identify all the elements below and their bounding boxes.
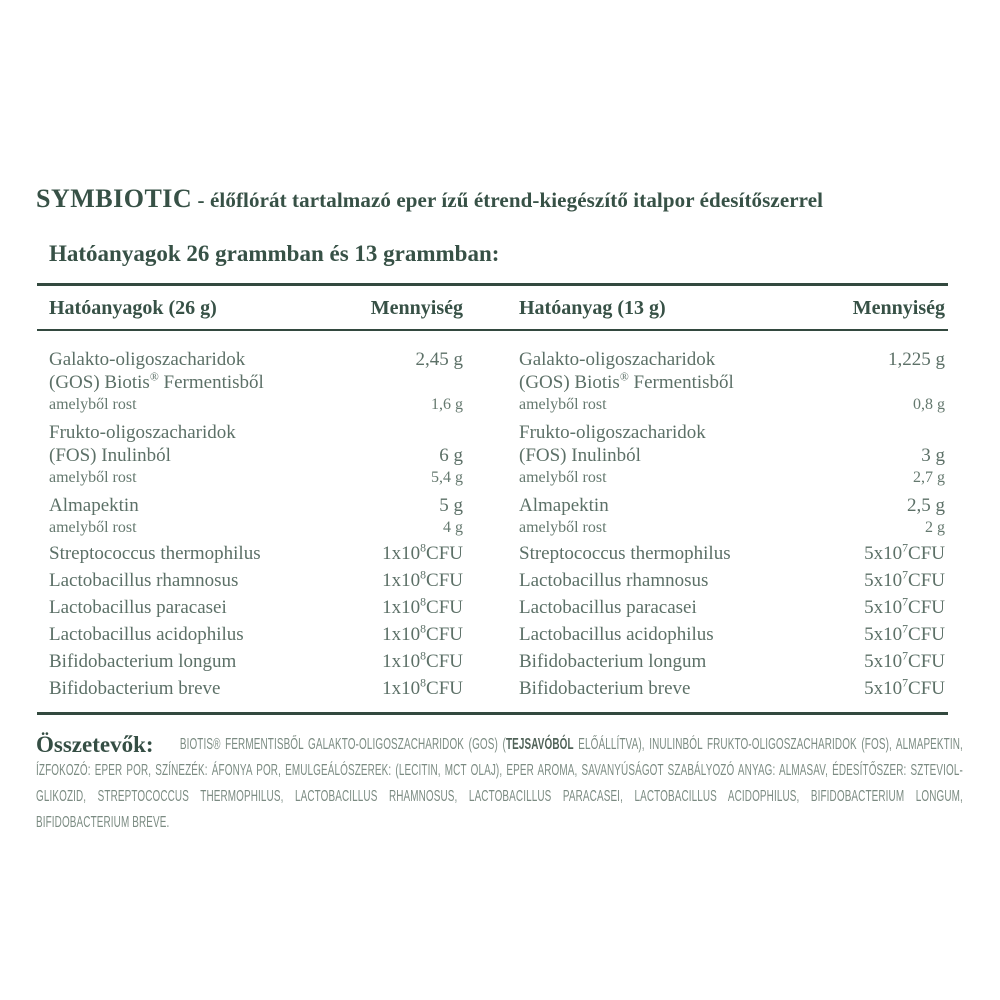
table-row	[37, 650, 948, 673]
table-body	[37, 331, 948, 712]
header-ingredient-13g: Hatóanyag (13 g)	[519, 297, 666, 319]
amount-26g-sup: 8	[420, 622, 427, 636]
amount-26g	[353, 494, 463, 517]
amount-13g-sup: 7	[902, 541, 909, 555]
brand-name: SYMBIOTIC	[36, 184, 193, 213]
amount-26g-unit: CFU	[426, 543, 463, 564]
amount-13g-unit: CFU	[908, 570, 945, 591]
ingredient-name-13g	[515, 542, 831, 565]
amount-13g	[831, 467, 948, 488]
ingredient-name-26g-text2: Fermentisből	[158, 372, 264, 393]
amount-13g-unit: CFU	[908, 597, 945, 618]
ingredient-name-13g	[515, 421, 831, 444]
amount-26g	[353, 348, 463, 371]
ingredient-name-13g-text: Bifidobacterium longum	[519, 651, 707, 672]
ingredients-text-part1: BIOTIS® FERMENTISBŐL GALAKTO-OLIGOSZACHARIDOK (GOS) (	[179, 736, 506, 753]
ingredient-name-13g	[515, 650, 831, 673]
ingredient-name-13g	[515, 348, 831, 371]
amount-13g-text: 2,5 g	[907, 495, 945, 516]
table-row	[37, 494, 948, 517]
ingredient-name-13g-text: Frukto-oligoszacharidok	[519, 422, 706, 443]
table-row	[37, 569, 948, 592]
ingredients-text	[36, 732, 963, 836]
ingredient-name-13g-text: Bifidobacterium breve	[519, 678, 691, 699]
ingredient-name-26g-text: Bifidobacterium breve	[49, 678, 221, 699]
ingredient-name-26g	[37, 596, 353, 619]
ingredient-name-26g	[37, 517, 353, 538]
ingredient-name-13g	[515, 596, 831, 619]
ingredient-name-13g	[515, 623, 831, 646]
amount-13g-text: 1,225 g	[888, 349, 945, 370]
amount-26g	[353, 467, 463, 488]
amount-13g-unit: CFU	[908, 543, 945, 564]
ingredients-label: Összetevők:	[36, 732, 154, 757]
amount-13g	[831, 542, 948, 565]
ingredient-name-26g-text: Lactobacillus rhamnosus	[49, 570, 239, 591]
table-row	[37, 371, 948, 394]
ingredient-name-26g-text: Galakto-oligoszacharidok	[49, 349, 246, 370]
ingredient-name-26g-sup: ®	[149, 370, 159, 384]
ingredient-name-13g-text: Almapektin	[519, 495, 609, 516]
table-row	[37, 444, 948, 467]
table-row	[37, 348, 948, 371]
table-row	[37, 517, 948, 538]
amount-26g-text: 1x10	[382, 651, 421, 672]
ingredient-name-26g	[37, 467, 353, 488]
ingredient-name-13g	[515, 569, 831, 592]
amount-13g	[831, 348, 948, 371]
table-row	[37, 596, 948, 619]
ingredient-name-26g-text: (FOS) Inulinból	[49, 445, 171, 466]
amount-13g	[831, 677, 948, 700]
amount-26g-unit: CFU	[426, 678, 463, 699]
amount-26g-text: 1x10	[382, 678, 421, 699]
amount-13g-unit: CFU	[908, 651, 945, 672]
amount-26g	[353, 542, 463, 565]
amount-26g-text: 1,6 g	[431, 396, 463, 413]
header-ingredient-26g: Hatóanyagok (26 g)	[49, 297, 217, 319]
ingredient-name-26g	[37, 348, 353, 371]
amount-13g-text: 5x10	[864, 570, 903, 591]
amount-13g-text: 2,7 g	[913, 469, 945, 486]
ingredients-bold-whey: TEJSAVÓBÓL	[505, 736, 574, 753]
amount-26g-sup: 8	[420, 649, 427, 663]
ingredient-name-26g	[37, 394, 353, 415]
amount-13g	[831, 494, 948, 517]
amount-26g	[353, 444, 463, 467]
amount-13g-text: 5x10	[864, 651, 903, 672]
amount-13g-sup: 7	[902, 568, 909, 582]
ingredient-name-13g	[515, 371, 831, 394]
ingredient-name-26g	[37, 494, 353, 517]
amount-13g	[831, 569, 948, 592]
ingredient-name-13g-text: Lactobacillus rhamnosus	[519, 570, 709, 591]
amount-26g	[353, 677, 463, 700]
table-header-row	[37, 286, 948, 329]
ingredient-name-13g-text: Lactobacillus acidophilus	[519, 624, 714, 645]
ingredient-name-26g-text: amelyből rost	[49, 519, 137, 536]
ingredient-name-26g	[37, 650, 353, 673]
ingredient-name-13g	[515, 444, 831, 467]
amount-26g-unit: CFU	[426, 597, 463, 618]
ingredient-name-26g	[37, 569, 353, 592]
amount-26g-unit: CFU	[426, 624, 463, 645]
table-row	[37, 421, 948, 444]
amount-13g	[831, 517, 948, 538]
ingredients-text-part2: ELŐÁLLÍTVA), INULINBÓL FRUKTO-OLIGOSZACHARIDOK (FOS), ALMAPEKTIN, ÍZFOKOZÓ: EPER POR, SZÍNEZÉK: ÁFONYA POR, EMULGEÁLÓSZEREK: (LECITIN, MCT OLAJ), EPER AROMA, SAVANYÚSÁGOT SZABÁLYOZÓ ANYAG: ALMASAV, ÉDESÍTŐSZER: SZTEVIOL-GLIKOZID, STREPTOCOCCUS THERMOPHILUS, LACTOBACILLUS RHAMNOSUS, LACTOBACILLUS PARACASEI, LACTOBACILLUS ACIDOPHILUS, BIFIDOBACTERIUM LONGUM, BIFIDOBACTERIUM BREVE.	[36, 736, 963, 831]
amount-26g-text: 1x10	[382, 543, 421, 564]
amount-26g	[353, 569, 463, 592]
amount-26g-unit: CFU	[426, 570, 463, 591]
amount-26g-sup: 8	[420, 595, 427, 609]
page-title-rest: - élőflórát tartalmazó eper ízű étrend-kiegészítő italpor édesítőszerrel	[192, 188, 824, 212]
ingredient-name-13g	[515, 467, 831, 488]
amount-26g-text: 1x10	[382, 570, 421, 591]
header-amount-13g: Mennyiség	[852, 297, 945, 319]
ingredient-name-13g-text: (FOS) Inulinból	[519, 445, 641, 466]
ingredient-name-13g-text: Lactobacillus paracasei	[519, 597, 697, 618]
amount-13g	[831, 444, 948, 467]
amount-26g	[353, 596, 463, 619]
ingredient-name-13g-sup: ®	[619, 370, 629, 384]
amount-13g	[831, 596, 948, 619]
table-row	[37, 394, 948, 415]
amount-26g	[353, 650, 463, 673]
ingredient-name-26g	[37, 371, 353, 394]
amount-13g-text: 5x10	[864, 543, 903, 564]
ingredient-name-26g-text: Streptococcus thermophilus	[49, 543, 261, 564]
ingredient-name-13g	[515, 494, 831, 517]
amount-26g-text: 5,4 g	[431, 469, 463, 486]
amount-26g-sup: 8	[420, 676, 427, 690]
ingredient-name-13g-text: Galakto-oligoszacharidok	[519, 349, 716, 370]
table-bottom-rule	[37, 712, 948, 715]
ingredient-name-13g-text: amelyből rost	[519, 469, 607, 486]
ingredient-name-26g	[37, 677, 353, 700]
amount-26g	[353, 623, 463, 646]
header-amount-26g: Mennyiség	[370, 297, 463, 319]
active-ingredients-table	[37, 283, 948, 715]
table-row	[37, 623, 948, 646]
ingredient-name-26g-text: Almapektin	[49, 495, 139, 516]
amount-13g-text: 5x10	[864, 597, 903, 618]
amount-13g-text: 0,8 g	[913, 396, 945, 413]
amount-13g-text: 5x10	[864, 624, 903, 645]
amount-13g-text: 5x10	[864, 678, 903, 699]
amount-26g	[353, 517, 463, 538]
ingredient-name-26g-text: amelyből rost	[49, 469, 137, 486]
ingredient-name-26g	[37, 542, 353, 565]
amount-13g-text: 3 g	[921, 445, 945, 466]
table-row	[37, 467, 948, 488]
amount-13g-unit: CFU	[908, 624, 945, 645]
ingredient-name-26g-text: (GOS) Biotis	[49, 372, 150, 393]
ingredient-name-13g-text: amelyből rost	[519, 396, 607, 413]
ingredients-paragraph	[36, 732, 963, 836]
amount-13g-sup: 7	[902, 622, 909, 636]
ingredient-name-26g-text: Bifidobacterium longum	[49, 651, 237, 672]
ingredient-name-13g-text: (GOS) Biotis	[519, 372, 620, 393]
amount-26g	[353, 394, 463, 415]
ingredient-name-13g	[515, 394, 831, 415]
table-row	[37, 542, 948, 565]
amount-13g	[831, 623, 948, 646]
ingredient-name-13g-text: amelyből rost	[519, 519, 607, 536]
table-caption: Hatóanyagok 26 grammban és 13 grammban:	[49, 241, 500, 266]
amount-26g-text: 6 g	[439, 445, 463, 466]
ingredient-name-13g	[515, 677, 831, 700]
amount-26g-unit: CFU	[426, 651, 463, 672]
ingredient-name-26g-text: Lactobacillus acidophilus	[49, 624, 244, 645]
amount-13g-unit: CFU	[908, 678, 945, 699]
amount-13g	[831, 650, 948, 673]
ingredient-name-13g-text: Streptococcus thermophilus	[519, 543, 731, 564]
amount-13g	[831, 394, 948, 415]
amount-26g-sup: 8	[420, 568, 427, 582]
ingredient-name-26g-text: Lactobacillus paracasei	[49, 597, 227, 618]
amount-26g-text: 1x10	[382, 624, 421, 645]
ingredient-name-26g	[37, 623, 353, 646]
amount-13g-sup: 7	[902, 676, 909, 690]
page-title	[36, 184, 964, 215]
amount-13g-text: 2 g	[925, 519, 945, 536]
ingredient-name-13g	[515, 517, 831, 538]
table-row	[37, 677, 948, 700]
ingredient-name-26g	[37, 421, 353, 444]
ingredient-name-13g-text2: Fermentisből	[628, 372, 734, 393]
amount-13g-sup: 7	[902, 649, 909, 663]
amount-26g-text: 2,45 g	[415, 349, 463, 370]
amount-26g-text: 5 g	[439, 495, 463, 516]
amount-13g-sup: 7	[902, 595, 909, 609]
ingredient-name-26g-text: amelyből rost	[49, 396, 137, 413]
amount-26g-sup: 8	[420, 541, 427, 555]
amount-26g-text: 4 g	[443, 519, 463, 536]
amount-26g-text: 1x10	[382, 597, 421, 618]
ingredient-name-26g	[37, 444, 353, 467]
ingredient-name-26g-text: Frukto-oligoszacharidok	[49, 422, 236, 443]
